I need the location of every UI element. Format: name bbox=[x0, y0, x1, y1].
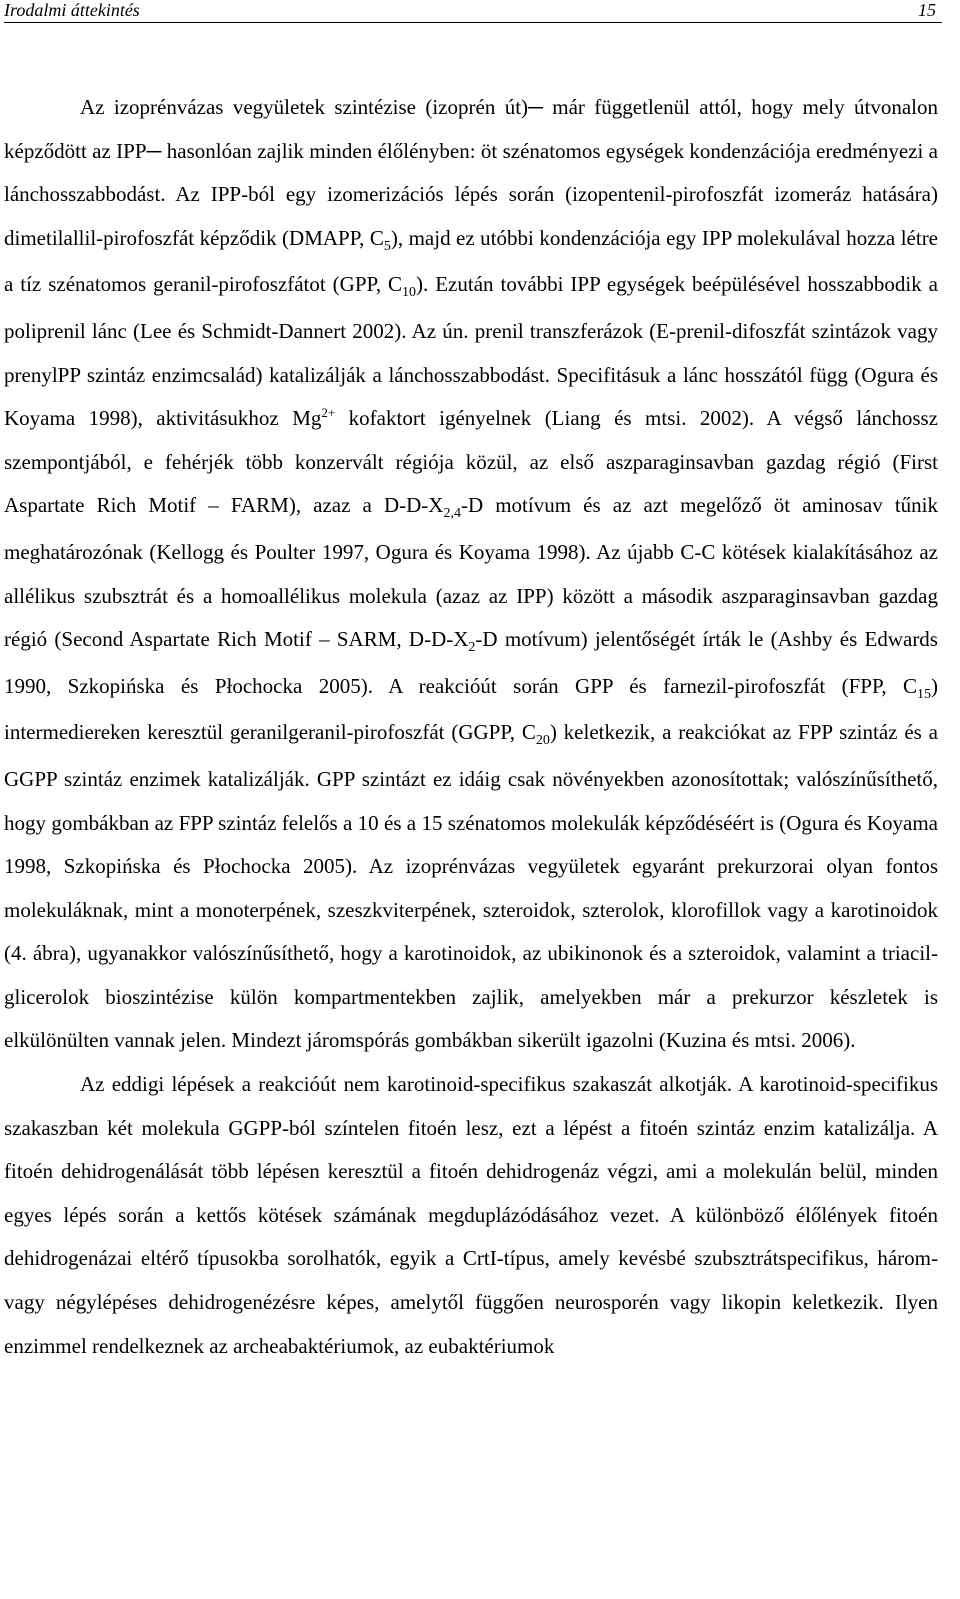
superscript: 2+ bbox=[321, 405, 336, 421]
subscript: 2 bbox=[468, 640, 476, 656]
text-run: -D motívum) jelentőségét írták le (Ashby és Edwards 1990, Szkopińska és Płochocka 2005). A reakcióút során GPP és farnezil-pirofoszfát (FPP, C bbox=[4, 627, 938, 698]
text-run: ) intermediereken keresztül geranilgeranil-pirofoszfát (GGPP, C bbox=[4, 673, 938, 745]
paragraph bbox=[4, 86, 938, 1063]
text-run: -D motívum és az azt megelőző öt aminosav tűnik meghatározónak (Kellogg és Poulter 1997, Ogura és Koyama 1998). Az újabb C-C kötések kialakításához az allélikus szubsztrát és a homoallélikus molekula (azaz az IPP) között a második aszparaginsavban gazdag régió (Second Aspartate Rich Motif – SARM, D-D-X bbox=[4, 493, 938, 652]
body-text bbox=[4, 86, 938, 1368]
running-title: Irodalmi áttekintés bbox=[4, 0, 140, 20]
subscript: 20 bbox=[535, 733, 550, 749]
subscript: 15 bbox=[917, 686, 931, 702]
text-run: Az izoprénvázas vegyületek szintézise (izoprén út)─ már függetlenül attól, hogy mely útvonalon képződött az IPP─ hasonlóan zajlik minden élőlényben: öt szénatomos egységek kondenzációja eredményezi a lánchosszabbodást. Az IPP-ból egy izomerizációs lépés során (izopentenil-pirofoszfát izomeráz hatására) dimetilallil-pirofoszfát képződik (DMAPP, C bbox=[4, 95, 938, 250]
text-run: Az eddigi lépések a reakcióút nem karotinoid-specifikus szakaszát alkotják. A karotinoid-specifikus szakaszban két molekula GGPP-ból színtelen fitoén lesz, ezt a lépést a fitoén szintáz enzim katalizálja. A fitoén dehidrogenálását több lépésen keresztül a fitoén dehidrogenáz végzi, ami a molekulán belül, minden egyes lépés során a kettős kötések számának megduplázódásához vezet. A különböző élőlények fitoén dehidrogenázai eltérő típusokba sorolhatók, egyik a CrtI-típus, amely kevésbé szubsztrátspecifikus, három- vagy négylépéses dehidrogenézésre képes, amelytől függően neurosporén vagy likopin keletkezik. Ilyen enzimmel rendelkeznek az archeabaktériumok, az eubaktériumok bbox=[4, 1072, 938, 1358]
page-header bbox=[4, 0, 942, 23]
text-run: ). Ezután további IPP egységek beépülésével hosszabbodik a poliprenil lánc (Lee és Schmidt-Dannert 2002). Az ún. prenil transzferázok (E-prenil-difoszfát szintázok vagy prenylPP szintáz enzimcsalád) katalizálják a lánchosszabbodást. Specifitásuk a lánc hosszától függ (Ogura és Koyama 1998), aktivitásukhoz Mg bbox=[4, 272, 938, 431]
subscript: 5 bbox=[383, 238, 391, 254]
paragraph bbox=[4, 1063, 938, 1368]
subscript: 2,4 bbox=[443, 506, 461, 522]
text-run: kofaktort igényelnek (Liang és mtsi. 2002). A végső lánchossz szempontjából, e fehérjék több konzervált régiója közül, az első aszparaginsavban gazdag régió (First Aspartate Rich Motif – FARM), azaz a D-D-X bbox=[4, 406, 939, 518]
text-run: ), majd ez utóbbi kondenzációja egy IPP molekulával hozza létre a tíz szénatomos geranil-pirofoszfátot (GPP, C bbox=[4, 225, 939, 297]
text-run: ) keletkezik, a reakciókat az FPP szintáz és a GGPP szintáz enzimek katalizálják. GPP szintázt ez idáig csak növényekben azonosítottak; valószínűsíthető, hogy gombákban az FPP szintáz felelős a 10 és a 15 szénatomos molekulák képződéséért is (Ogura és Koyama 1998, Szkopińska és Płochocka 2005). Az izoprénvázas vegyületek egyaránt prekurzorai olyan fontos molekuláknak, mint a monoterpének, szeszkviterpének, szteroidok, szterolok, klorofillok vagy a karotinoidok (4. ábra), ugyanakkor valószínűsíthető, hogy a karotinoidok, az ubikinonok és a szteroidok, valamint a triacil-glicerolok bioszintézise külön kompartmentekben zajlik, amelyekben már a prekurzor készletek is elkülönülten vannak jelen. Mindezt járomspórás gombákban sikerült igazolni (Kuzina és mtsi. 2006). bbox=[4, 720, 938, 1053]
subscript: 10 bbox=[402, 285, 417, 301]
page-number: 15 bbox=[918, 0, 936, 20]
